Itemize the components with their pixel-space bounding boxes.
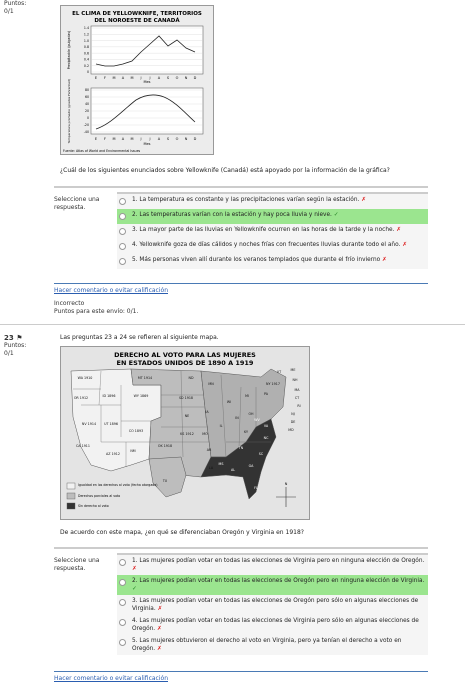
answer-option[interactable] bbox=[117, 555, 428, 575]
state-label: WV bbox=[254, 418, 260, 422]
option-text bbox=[132, 241, 407, 249]
select-label-line2: respuesta. bbox=[54, 204, 86, 211]
answer-divider bbox=[54, 186, 428, 188]
option-text bbox=[132, 196, 366, 204]
answer-option[interactable] bbox=[117, 224, 428, 239]
month-tick: M bbox=[112, 137, 116, 141]
temp-tick: -20 bbox=[83, 123, 89, 128]
state-label: ME bbox=[290, 368, 296, 372]
legend-none: Sin derecho al voto bbox=[78, 504, 109, 508]
month-tick: J bbox=[149, 137, 151, 141]
state-label: IA bbox=[205, 410, 209, 414]
points-value: 0/1 bbox=[4, 350, 14, 357]
state-label: MA bbox=[294, 388, 300, 392]
answer-options bbox=[117, 192, 428, 269]
temp-ylabel: Temperatura promedio (grados Fahrenheit) bbox=[67, 78, 71, 144]
precip-tick: 0.6 bbox=[83, 51, 89, 56]
month-tick: A bbox=[157, 137, 161, 141]
precip-tick: 0.2 bbox=[83, 63, 89, 68]
answer-option[interactable] bbox=[117, 595, 428, 615]
option-text bbox=[132, 637, 426, 653]
question-info bbox=[4, 334, 26, 358]
option-label: 3. La mayor parte de las lluvias en Yellowknife ocurren en las horas de la tarde y la noche. bbox=[132, 227, 395, 233]
cross-icon: ✗ bbox=[157, 606, 163, 612]
answer-option[interactable] bbox=[117, 194, 428, 209]
state-label: NH bbox=[292, 378, 298, 382]
comment-link[interactable]: Hacer comentario o evitar calificación bbox=[54, 287, 168, 294]
state-label: PA bbox=[263, 392, 269, 396]
climate-chart bbox=[61, 6, 213, 154]
cross-icon: ✗ bbox=[396, 227, 402, 233]
precip-tick: 0 bbox=[86, 70, 89, 75]
select-label-line1: Seleccione una bbox=[54, 557, 100, 564]
radio-button[interactable] bbox=[119, 619, 126, 626]
radio-button[interactable] bbox=[119, 198, 126, 205]
month-tick: J bbox=[149, 76, 151, 80]
option-label: 2. Las mujeres podían votar en todas las elecciones de Oregón pero en ninguna elección de Virginia. bbox=[132, 578, 425, 584]
answer-divider bbox=[54, 547, 428, 549]
state-label: OR 1912 bbox=[73, 396, 89, 400]
month-tick: F bbox=[103, 137, 107, 141]
state-label: FL bbox=[254, 486, 258, 490]
state-label: MI bbox=[245, 394, 249, 398]
state-label: UT 1896 bbox=[104, 422, 118, 426]
option-text bbox=[132, 557, 426, 573]
month-tick: J bbox=[140, 76, 142, 80]
select-label bbox=[54, 557, 99, 573]
radio-button[interactable] bbox=[119, 258, 126, 265]
state-label: WI bbox=[226, 400, 232, 404]
points-value: 0/1 bbox=[4, 8, 14, 15]
state-label: NM bbox=[130, 449, 136, 453]
state-label: KY bbox=[243, 430, 249, 434]
state-label: NJ bbox=[291, 412, 295, 416]
state-label: ND bbox=[188, 376, 194, 380]
figure-title-1: EL CLIMA DE YELLOWKNIFE, TERRITORIOS bbox=[72, 11, 202, 17]
option-label: 5. Más personas viven allí durante los veranos templados que durante el frío invierno bbox=[132, 257, 381, 263]
points-label: Puntos: bbox=[4, 342, 27, 349]
question-number bbox=[4, 334, 26, 342]
cross-icon: ✗ bbox=[402, 242, 408, 248]
state-label: ID 1896 bbox=[102, 394, 116, 398]
month-tick: M bbox=[130, 137, 134, 141]
state-label: OK 1918 bbox=[157, 444, 173, 448]
month-tick: M bbox=[130, 76, 134, 80]
state-label: KS 1912 bbox=[180, 432, 194, 436]
flag-icon[interactable]: ⚑ bbox=[16, 334, 23, 342]
suffrage-map bbox=[61, 347, 309, 519]
state-label: MN bbox=[208, 382, 214, 386]
state-label: IL bbox=[219, 424, 223, 428]
state-label: TN bbox=[238, 446, 244, 450]
legend-swatch-equal bbox=[67, 483, 75, 489]
precip-tick: 1.4 bbox=[83, 26, 89, 31]
check-icon: ✓ bbox=[132, 586, 137, 592]
cross-icon: ✗ bbox=[156, 646, 162, 652]
map-title-2: EN ESTADOS UNIDOS DE 1890 A 1919 bbox=[116, 359, 254, 367]
answer-option[interactable] bbox=[117, 254, 428, 269]
state-label: VT bbox=[276, 370, 282, 374]
state-label: NY 1917 bbox=[266, 382, 280, 386]
state-label: NV 1914 bbox=[81, 422, 97, 426]
select-label bbox=[54, 196, 99, 212]
state-label: SC bbox=[258, 452, 264, 456]
state-label: VA bbox=[263, 424, 269, 428]
cross-icon: ✗ bbox=[361, 197, 367, 203]
question-text: ¿Cuál de los siguientes enunciados sobre Yellowknife (Canadá) está apoyado por la información de la gráfica? bbox=[60, 167, 390, 174]
temp-tick: 40 bbox=[84, 102, 89, 107]
feedback-status: Incorrecto bbox=[54, 300, 85, 307]
temp-tick: 80 bbox=[84, 88, 89, 93]
month-tick: M bbox=[112, 76, 116, 80]
state-label: MS bbox=[218, 462, 224, 466]
month-tick: N bbox=[184, 137, 188, 141]
temp-tick: 60 bbox=[84, 95, 89, 100]
option-label: 2. Las temperaturas varían con la estación y hay poca lluvia y nieve. bbox=[132, 212, 332, 218]
cross-icon: ✗ bbox=[156, 626, 162, 632]
state-label: WY 1869 bbox=[133, 394, 149, 398]
radio-button[interactable] bbox=[119, 639, 126, 646]
month-tick: O bbox=[175, 137, 179, 141]
month-tick: A bbox=[121, 137, 125, 141]
option-label: 4. Yellowknife goza de días cálidos y noches frías con frecuentes lluvias durante todo el año. bbox=[132, 242, 401, 248]
option-text bbox=[132, 226, 401, 234]
precip-tick: 1.2 bbox=[83, 32, 89, 37]
state-label: NC bbox=[263, 436, 269, 440]
precip-tick: 0.4 bbox=[83, 57, 89, 62]
legend-partial: Derechos parciales al voto bbox=[78, 494, 121, 498]
state-label: MT 1914 bbox=[137, 376, 153, 380]
state-label: AL bbox=[230, 468, 236, 472]
month-tick: D bbox=[193, 76, 197, 80]
month-tick: S bbox=[166, 137, 170, 141]
xlabel-1: Mes bbox=[143, 80, 151, 84]
state-label: IN bbox=[235, 416, 239, 420]
question-intro: Las preguntas 23 a 24 se refieren al siguiente mapa. bbox=[60, 334, 219, 341]
state-label: CO 1893 bbox=[128, 429, 144, 433]
state-label: WA 1910 bbox=[77, 376, 93, 380]
radio-button[interactable] bbox=[119, 213, 126, 220]
radio-button[interactable] bbox=[119, 228, 126, 235]
radio-button[interactable] bbox=[119, 599, 126, 606]
state-label: OH bbox=[248, 412, 254, 416]
answer-option[interactable] bbox=[117, 635, 428, 655]
month-tick: S bbox=[166, 76, 170, 80]
month-tick: A bbox=[121, 76, 125, 80]
radio-button[interactable] bbox=[119, 243, 126, 250]
legend-swatch-partial bbox=[67, 493, 75, 499]
climate-figure bbox=[60, 5, 214, 155]
option-text bbox=[132, 211, 339, 219]
state-label: AZ 1912 bbox=[106, 452, 120, 456]
month-tick: E bbox=[94, 137, 98, 141]
legend-swatch-none bbox=[67, 503, 75, 509]
answer-option[interactable] bbox=[117, 615, 428, 635]
figure-title-2: DEL NOROESTE DE CANADÁ bbox=[94, 18, 180, 24]
option-text bbox=[132, 577, 426, 593]
month-tick: F bbox=[103, 76, 107, 80]
figure-source: Fuente: Atlas of World and Environmental Issues bbox=[63, 149, 141, 153]
suffrage-map-figure bbox=[60, 346, 310, 520]
feedback bbox=[54, 300, 138, 316]
state-label: LA bbox=[208, 466, 214, 470]
state-label: DE bbox=[290, 420, 296, 424]
question-separator bbox=[0, 324, 465, 325]
option-text bbox=[132, 597, 426, 613]
month-tick: D bbox=[193, 137, 197, 141]
option-text bbox=[132, 256, 387, 264]
state-label: SD 1918 bbox=[178, 396, 194, 400]
options-bottom-rule bbox=[54, 283, 428, 284]
points-label: Puntos: bbox=[4, 0, 27, 7]
options-bottom-rule bbox=[54, 671, 428, 672]
comment-link[interactable]: Hacer comentario o evitar calificación bbox=[54, 675, 168, 682]
state-label: AR bbox=[206, 448, 212, 452]
answer-option[interactable] bbox=[117, 239, 428, 254]
feedback-points: Puntos para este envío: 0/1. bbox=[54, 308, 139, 315]
precip-plot-area bbox=[91, 26, 203, 74]
temp-tick: 0 bbox=[86, 116, 89, 121]
cross-icon: ✗ bbox=[132, 566, 137, 572]
state-label: CA 1911 bbox=[76, 444, 90, 448]
month-tick: O bbox=[175, 76, 179, 80]
radio-button[interactable] bbox=[119, 559, 126, 566]
question-text: De acuerdo con este mapa, ¿en qué se diferenciaban Oregón y Virginia en 1918? bbox=[60, 529, 304, 536]
month-tick: N bbox=[184, 76, 188, 80]
answer-option[interactable] bbox=[117, 209, 428, 224]
xlabel-2: Mes bbox=[143, 142, 151, 146]
option-label: 5. Las mujeres obtuvieron el derecho al voto en Virginia, pero ya tenían el derecho a voto en Oregón. bbox=[132, 638, 402, 652]
state-label: CT bbox=[294, 396, 300, 400]
legend-equal: Igualdad en los derechos al voto (fecha otorgada) bbox=[78, 483, 158, 487]
select-label-line2: respuesta. bbox=[54, 565, 86, 572]
precip-ylabel: Precipitación (pulgadas) bbox=[67, 30, 71, 70]
month-tick: J bbox=[140, 137, 142, 141]
precip-tick: 0.8 bbox=[83, 45, 89, 50]
option-label: 1. La temperatura es constante y las precipitaciones varían según la estación. bbox=[132, 197, 360, 203]
option-text bbox=[132, 617, 426, 633]
state-label: TX bbox=[162, 479, 168, 483]
option-label: 1. Las mujeres podían votar en todas las elecciones de Virginia pero en ninguna elección de Oregón. bbox=[132, 558, 425, 564]
points-panel bbox=[4, 0, 26, 16]
state-label: MD bbox=[288, 428, 294, 432]
month-tick: A bbox=[157, 76, 161, 80]
state-label: NE bbox=[184, 414, 190, 418]
answer-option[interactable] bbox=[117, 575, 428, 595]
temp-tick: -40 bbox=[83, 130, 89, 135]
month-tick: E bbox=[94, 76, 98, 80]
map-title-1: DERECHO AL VOTO PARA LAS MUJERES bbox=[114, 351, 256, 359]
svg-text:N: N bbox=[284, 482, 288, 486]
state-label: MO bbox=[202, 432, 208, 436]
cross-icon: ✗ bbox=[382, 257, 387, 263]
select-label-line1: Seleccione una bbox=[54, 196, 100, 203]
question-number-text: 23 bbox=[4, 334, 14, 342]
check-icon: ✓ bbox=[333, 212, 339, 218]
state-label: GA bbox=[248, 464, 254, 468]
precip-tick: 1.0 bbox=[83, 38, 89, 43]
option-label: 3. Las mujeres podían votar en todas las elecciones de Oregón pero sólo en algunas elecciones de Virginia. bbox=[132, 598, 419, 612]
radio-button[interactable] bbox=[119, 579, 126, 586]
answer-options bbox=[117, 553, 428, 655]
state-label: RI bbox=[297, 404, 301, 408]
temp-tick: 20 bbox=[84, 109, 89, 114]
option-label: 4. Las mujeres podían votar en todas las elecciones de Virginia pero sólo en algunas elecciones de Oregón. bbox=[132, 618, 419, 632]
